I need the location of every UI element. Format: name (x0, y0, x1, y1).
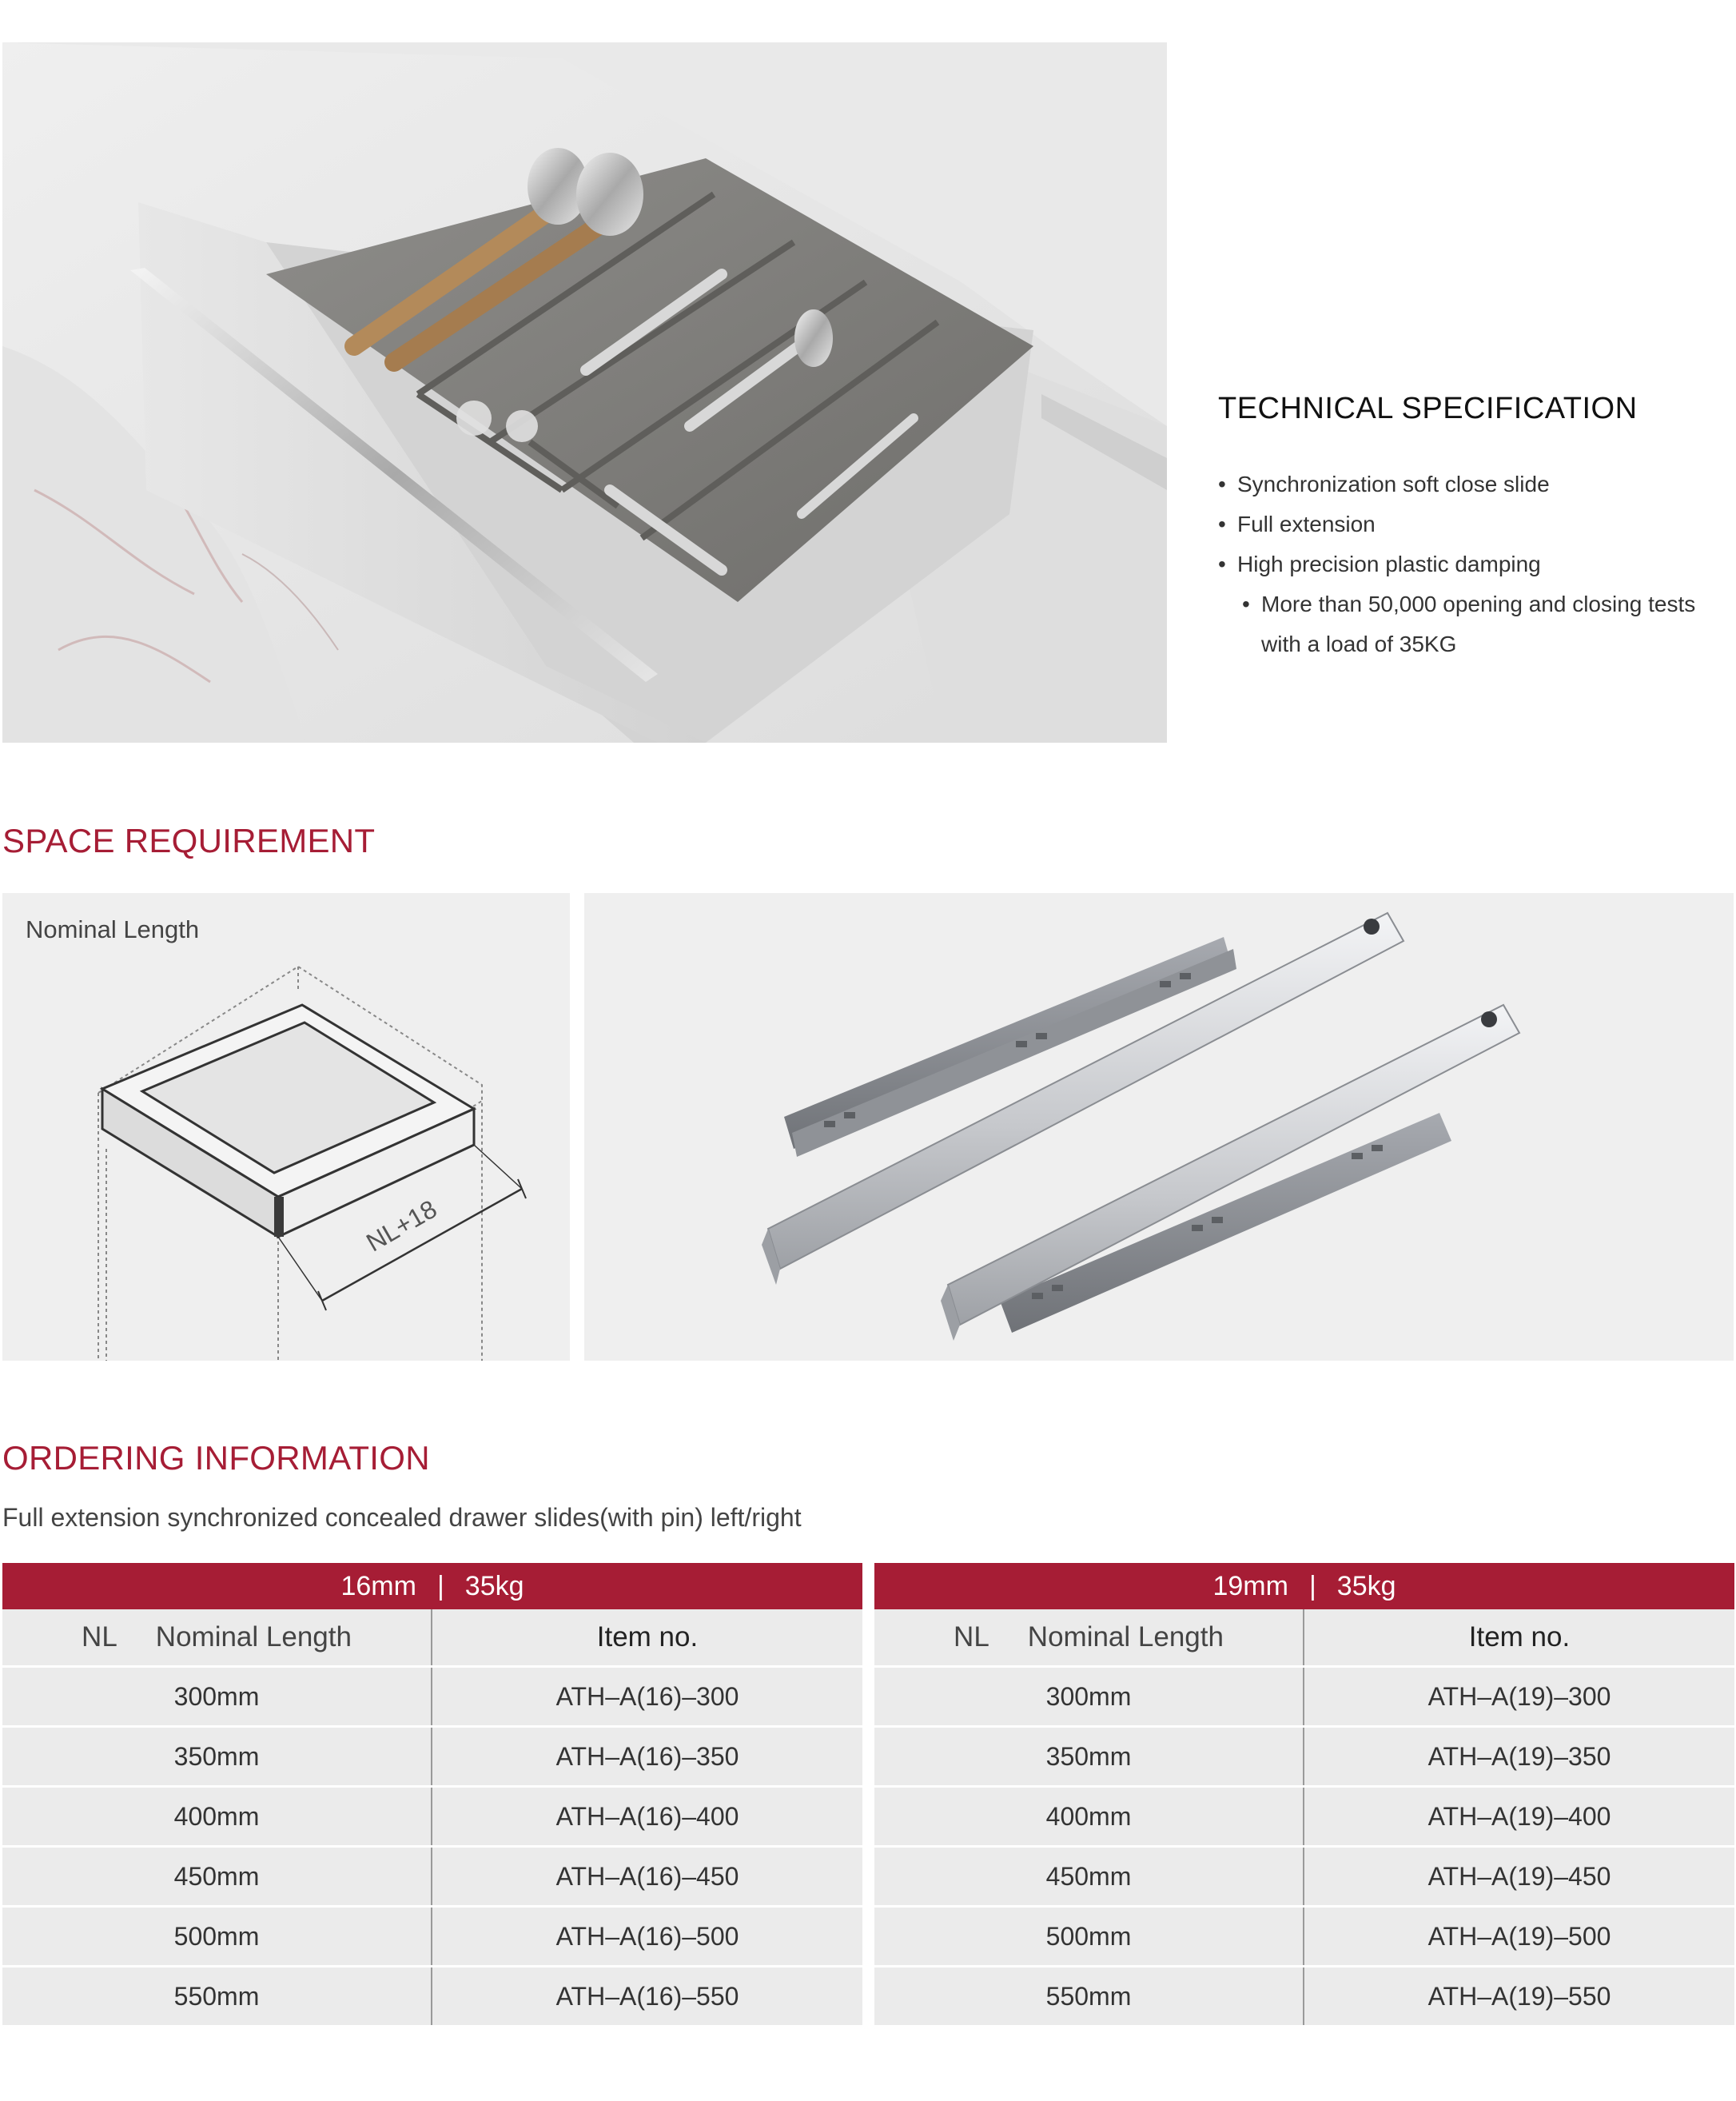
space-requirement-title: SPACE REQUIREMENT (2, 822, 376, 859)
column-header-item: Item no. (1468, 1621, 1571, 1652)
load-label: 35kg (464, 1570, 524, 1601)
spec-title: TECHNICAL SPECIFICATION (1218, 392, 1638, 425)
spec-list (1218, 464, 1730, 664)
column-header-item: Item no. (596, 1621, 699, 1652)
spec-item: • More than 50,000 opening and closing tests with a load of 35KG (1242, 592, 1696, 656)
table-row: 450mm ATH–A(16)–450 (2, 1848, 862, 1908)
table-row: 350mm ATH–A(19)–350 (874, 1728, 1734, 1788)
nominal-length-diagram (2, 893, 570, 1361)
table-header-bar: 16mm | 35kg (2, 1563, 862, 1609)
thickness-label: 19mm (1212, 1570, 1288, 1601)
dimension-label: NL+18 (361, 1194, 442, 1258)
technical-specification (1218, 392, 1730, 664)
table-column-headers (874, 1609, 1734, 1668)
table-row: 500mm ATH–A(19)–500 (874, 1908, 1734, 1967)
ordering-subtitle: Full extension synchronized concealed drawer slides(with pin) left/right (2, 1503, 802, 1532)
spec-item: • Full extension (1218, 512, 1376, 536)
spec-item: • High precision plastic damping (1218, 552, 1541, 576)
table-row: 450mm ATH–A(19)–450 (874, 1848, 1734, 1908)
ordering-table-19mm (874, 1563, 1734, 2027)
column-header-length: NL Nominal Length (874, 1609, 1304, 1665)
table-row: 550mm ATH–A(16)–550 (2, 1967, 862, 2027)
nominal-length-caption: Nominal Length (26, 915, 200, 943)
column-header-length: NL Nominal Length (2, 1609, 432, 1665)
table-row: 300mm ATH–A(16)–300 (2, 1668, 862, 1728)
table-row: 300mm ATH–A(19)–300 (874, 1668, 1734, 1728)
load-label: 35kg (1336, 1570, 1396, 1601)
table-row: 400mm ATH–A(16)–400 (2, 1788, 862, 1848)
ordering-information-title: ORDERING INFORMATION (2, 1439, 430, 1477)
table-row: 350mm ATH–A(16)–350 (2, 1728, 862, 1788)
table-row: 500mm ATH–A(16)–500 (2, 1908, 862, 1967)
table-row: 550mm ATH–A(19)–550 (874, 1967, 1734, 2027)
hero-drawer-photo (2, 42, 1167, 743)
table-column-headers (2, 1609, 862, 1668)
ordering-table-16mm (2, 1563, 862, 2027)
drawer-slides-photo (584, 893, 1734, 1361)
spec-item: • Synchronization soft close slide (1218, 472, 1550, 496)
thickness-label: 16mm (340, 1570, 416, 1601)
table-row: 400mm ATH–A(19)–400 (874, 1788, 1734, 1848)
table-header-bar: 19mm | 35kg (874, 1563, 1734, 1609)
